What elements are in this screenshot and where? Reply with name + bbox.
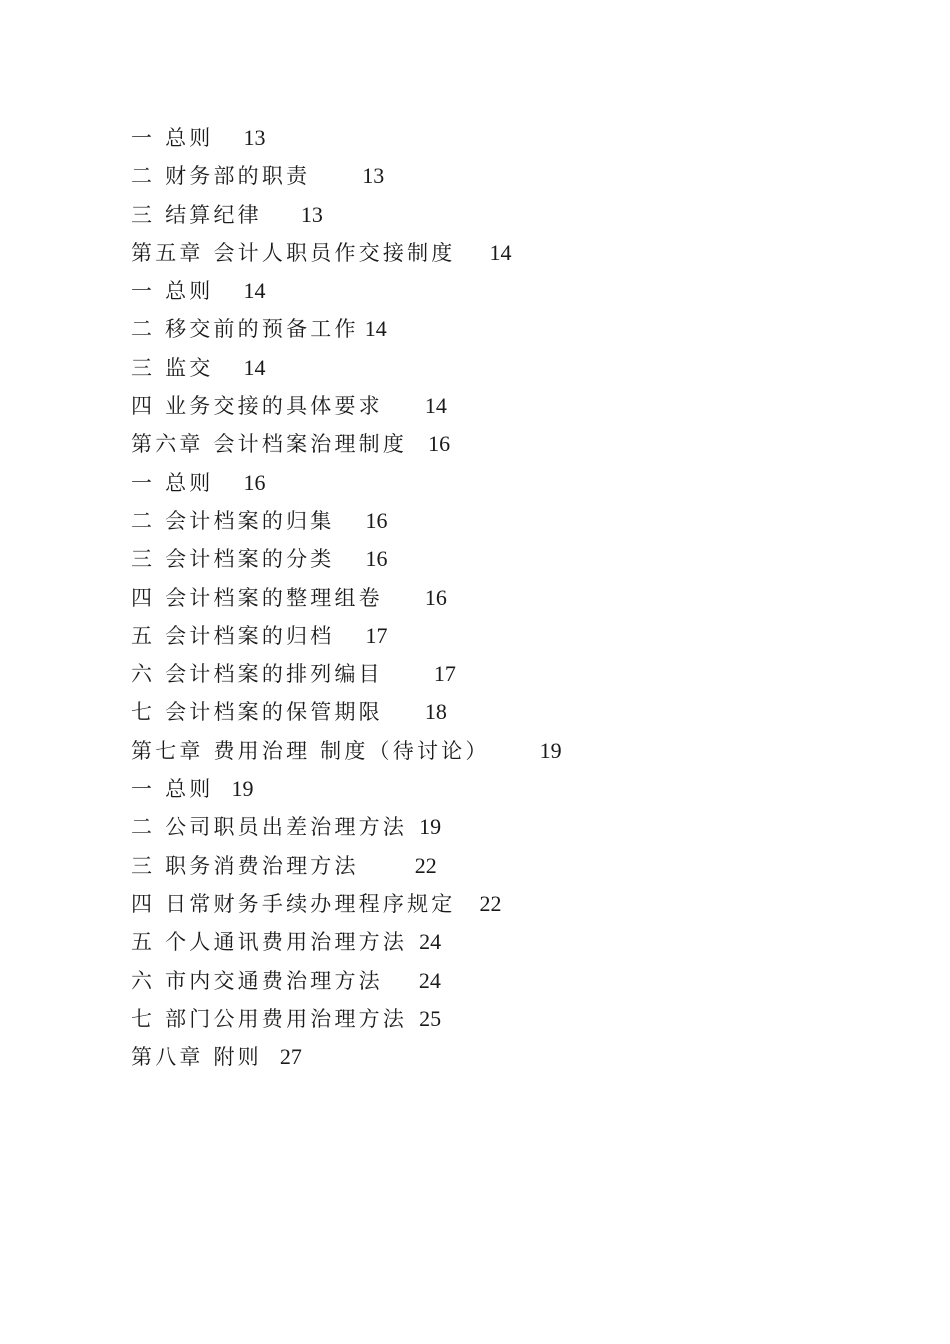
toc-entry-label: 四 会计档案的整理组卷: [131, 585, 383, 610]
toc-entry: [131, 157, 851, 195]
toc-entry-page-number: 16: [428, 431, 451, 457]
toc-entry-page-number: 17: [365, 622, 388, 648]
toc-entry: [131, 502, 851, 540]
toc-entry-page-number: 19: [419, 814, 442, 840]
toc-entry-label: 四 日常财务手续办理程序规定: [131, 891, 456, 916]
toc-entry: [131, 425, 851, 463]
toc-entry-label: 第七章 费用治理 制度（待讨论）: [131, 738, 490, 763]
toc-entry: [131, 808, 851, 846]
toc-entry-page-number: 13: [362, 163, 385, 189]
toc-entry-label: 六 会计档案的排列编目: [131, 662, 383, 687]
toc-entry: [131, 847, 851, 885]
toc-entry-page-number: 25: [419, 1005, 442, 1031]
toc-entry: [131, 1000, 851, 1038]
toc-entry-label: 三 会计档案的分类: [131, 547, 335, 572]
toc-entry-page-number: 24: [418, 967, 441, 993]
toc-entry-label: 三 结算纪律: [131, 202, 262, 227]
toc-entry-label: 二 会计档案的归集: [131, 508, 335, 533]
toc-entry: [131, 923, 851, 961]
toc-entry: [131, 540, 851, 578]
toc-entry-label: 二 移交前的预备工作: [131, 317, 359, 342]
toc-entry: [131, 1038, 851, 1076]
toc-entry-page-number: 19: [231, 776, 254, 802]
toc-entry: [131, 770, 851, 808]
toc-entry: [131, 693, 851, 731]
toc-entry-page-number: 13: [300, 201, 323, 227]
toc-entry-page-number: 16: [365, 507, 388, 533]
toc-entry-label: 第六章 会计档案治理制度: [131, 432, 408, 457]
toc-entry-label: 七 会计档案的保管期限: [131, 700, 383, 725]
toc-entry-label: 六 市内交通费治理方法: [131, 968, 383, 993]
toc-entry-label: 三 职务消费治理方法: [131, 853, 359, 878]
table-of-contents: [131, 119, 851, 1076]
toc-entry: [131, 655, 851, 693]
toc-entry-page-number: 24: [419, 929, 442, 955]
toc-entry-label: 二 公司职员出差治理方法: [131, 815, 408, 840]
toc-entry-page-number: 14: [243, 278, 266, 304]
toc-entry-page-number: 17: [433, 661, 456, 687]
toc-entry: [131, 349, 851, 387]
toc-entry-label: 一 总则: [131, 470, 214, 495]
toc-entry-page-number: 19: [539, 737, 562, 763]
toc-entry-page-number: 14: [243, 354, 266, 380]
toc-entry-label: 三 监交: [131, 355, 214, 380]
toc-entry-page-number: 16: [424, 584, 447, 610]
toc-entry: [131, 962, 851, 1000]
toc-entry-page-number: 18: [424, 699, 447, 725]
toc-entry: [131, 272, 851, 310]
toc-entry-label: 第五章 会计人职员作交接制度: [131, 240, 456, 265]
toc-entry-page-number: 13: [243, 125, 266, 150]
toc-entry: [131, 234, 851, 272]
toc-entry: [131, 119, 851, 157]
toc-entry: [131, 885, 851, 923]
toc-entry-label: 一 总则: [131, 279, 214, 304]
toc-entry: [131, 617, 851, 655]
toc-entry-label: 四 业务交接的具体要求: [131, 394, 383, 419]
toc-entry-page-number: 16: [365, 546, 388, 572]
toc-entry-page-number: 14: [364, 316, 387, 342]
toc-entry-label: 第八章 附则: [131, 1045, 262, 1070]
toc-entry-page-number: 27: [279, 1044, 302, 1070]
toc-entry-label: 一 总则: [131, 126, 214, 150]
toc-entry-label: 一 总则: [131, 777, 214, 802]
toc-entry: [131, 732, 851, 770]
toc-entry-label: 七 部门公用费用治理方法: [131, 1006, 408, 1031]
toc-entry-page-number: 14: [424, 393, 447, 419]
toc-entry-label: 二 财务部的职责: [131, 164, 311, 189]
toc-entry-page-number: 22: [479, 890, 502, 916]
toc-entry: [131, 387, 851, 425]
toc-entry: [131, 196, 851, 234]
toc-entry: [131, 310, 851, 348]
toc-entry-label: 五 会计档案的归档: [131, 623, 335, 648]
toc-entry-page-number: 16: [243, 469, 266, 495]
toc-entry: [131, 579, 851, 617]
toc-entry-label: 五 个人通讯费用治理方法: [131, 930, 408, 955]
toc-entry: [131, 464, 851, 502]
toc-entry-page-number: 14: [489, 239, 512, 265]
toc-entry-page-number: 22: [414, 852, 437, 878]
